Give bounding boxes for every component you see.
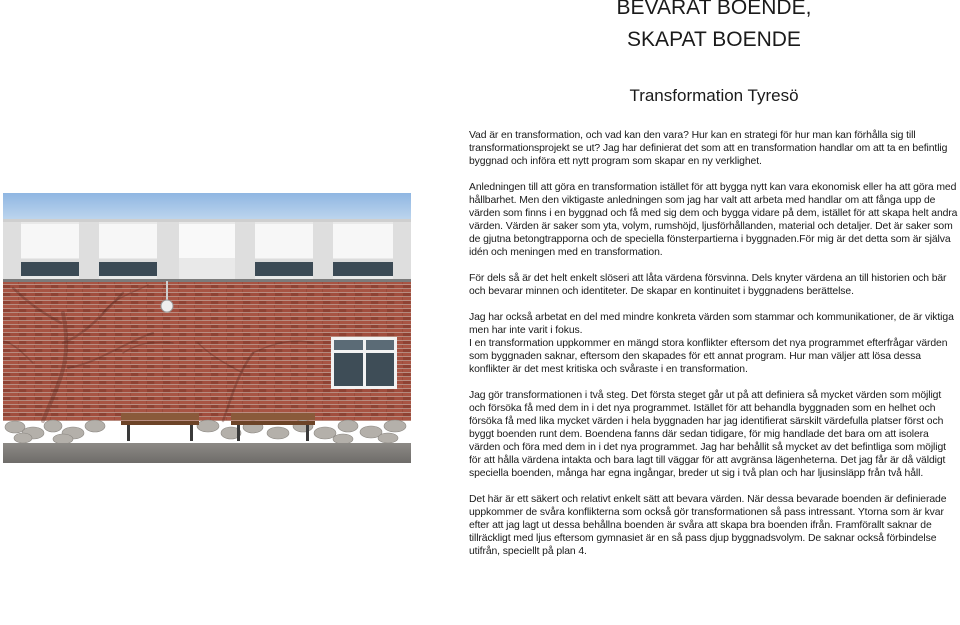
- paragraph: Jag gör transformationen i två steg. Det första steget går ut på att definiera så mycket värden som möjligt och försöka få med dem in i det nya programmet. Istället för att behandla byggnaden som en helhet och försöka få med lika mycket värden i hela byggnaden har jag identifierat särskilt värdefulla platser först och byggt boenden runt dem. Boendena fanns där sedan tidigare, för mig handlade det bara om att isolera värden och föra med dem in i det nya programmet. Jag har behållit så mycket av det befintliga som möjligt för att hålla värdena intakta och bara lagt till väggar för att avgränsa lägenheterna. Det jag får är då väldigt speciella boenden, många har egna ingångar, breder ut sig i två plan och har ljusinsläpp från två håll.: [469, 389, 946, 480]
- paragraph: Det här är ett säkert och relativt enkelt sätt att bevara värden. När dessa bevarade boenden är definierade uppkommer de svåra konflikterna som också gör transformationen så pass intressant. Ytorna som är kvar efter att jag lagt ut dessa behållna boenden är svåra att skapa bra boenden ifrån. Framförallt saknar de tillräckligt med ljus eftersom gymnasiet är en så pass djup byggnadsvolym. De saknar också förbindelse utifrån, speciellt på plan 4.: [469, 493, 947, 558]
- paragraph: I en transformation uppkommer en mängd stora konflikter eftersom det nya programmet efterfrågar värden som byggnaden saknar, eftersom den skapades för ett annat program. Hur man väljer att lösa dessa konflikter är det mest kritiska och svåraste i en transformation.: [469, 337, 948, 375]
- article-body: [469, 129, 960, 571]
- document-subtitle: Transformation Tyresö: [629, 86, 799, 105]
- paragraph: Vad är en transformation, och vad kan den vara? Hur kan en strategi för hur man kan förhålla sig till transformationsprojekt se ut? Jag har definierat det som att en transformation handlar om att ta en befintlig byggnad och införa ett nytt program som skapar en ny verklighet.: [469, 130, 948, 168]
- paragraph: Anledningen till att göra en transformation istället för att bygga nytt kan vara ekonomisk eller ha att göra med hållbarhet. Men den viktigaste anledningen som jag har valt att arbeta med handlar om att fånga upp de värden som finns i en byggnad och få med sig dem och bygga vidare på dem, istället för att skapa helt andra värden. Värden är saker som yta, volym, rumshöjd, ljusförhållanden, material och detaljer. Det är saker som de gjutna betongtrapporna och de speciella fönsterpartierna i byggnaden.För mig är det detta som är själva idén och meningen med en transformation.: [469, 181, 958, 259]
- paragraph: Jag har också arbetat en del med mindre konkreta värden som stammar och kommunikationer, de är viktiga men har inte varit i fokus.: [469, 311, 954, 336]
- document-title: [578, 0, 850, 56]
- title-line-1: BEVARAT BOENDE,: [616, 0, 812, 19]
- title-line-2: SKAPAT BOENDE: [627, 28, 801, 51]
- paragraph: För dels så är det helt enkelt slöseri att låta värdena försvinna. Dels knyter värdena an till historien och bär och bevarar minnen och identiteter. De skapar en kontinuitet i byggnadens berättelse.: [469, 272, 947, 297]
- building-photo: [3, 193, 411, 463]
